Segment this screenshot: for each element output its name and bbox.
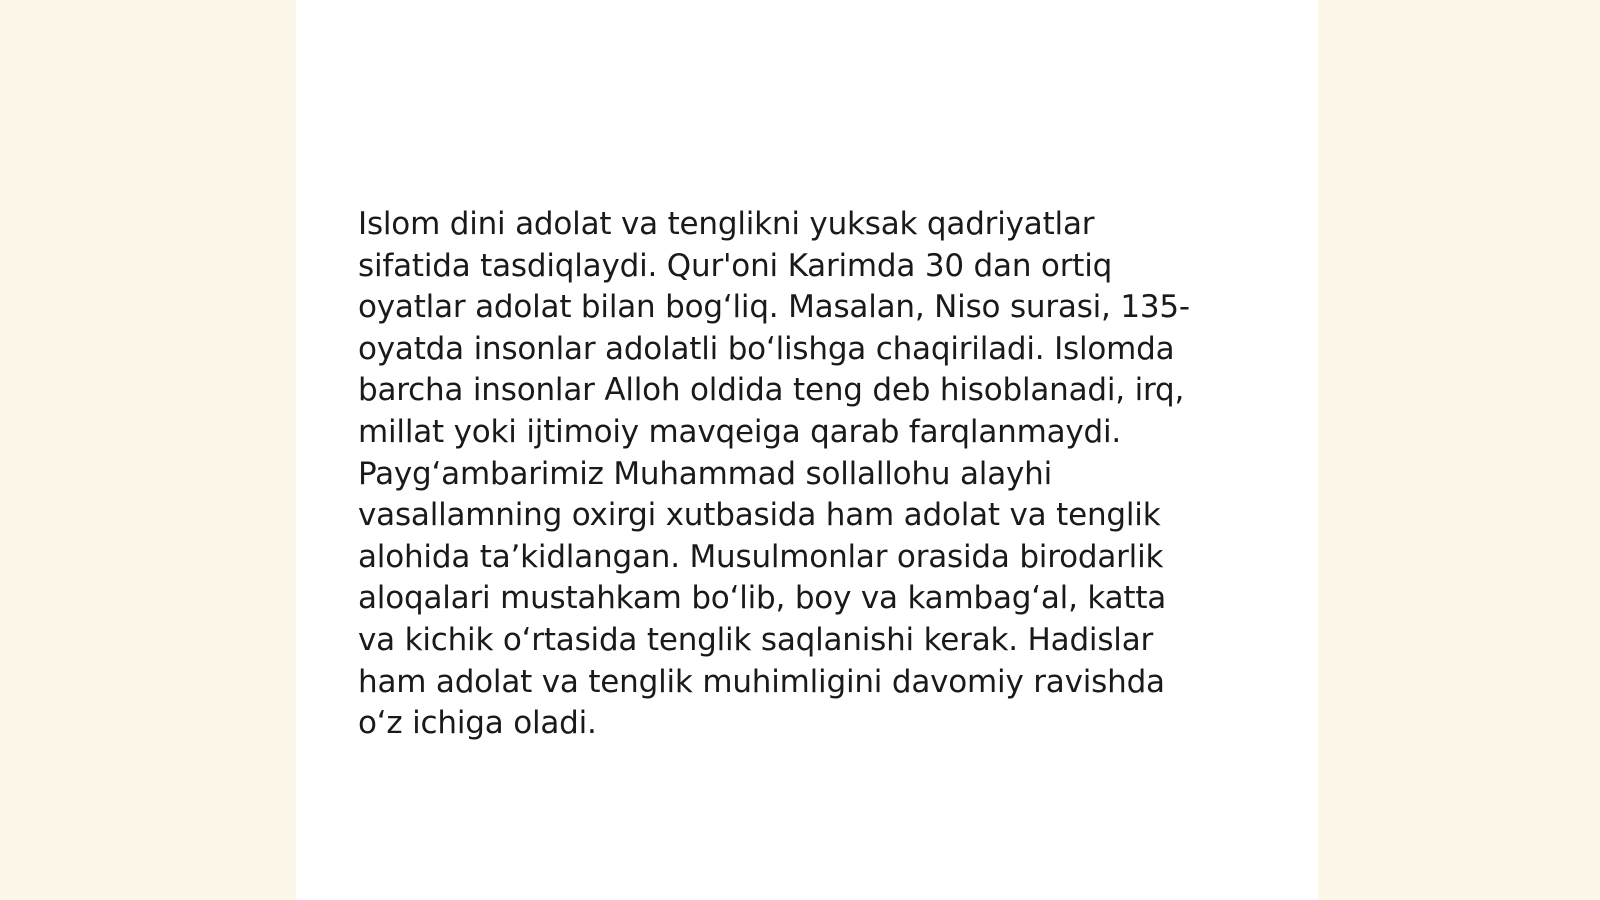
- paragraph-line: va kichik o‘rtasida tenglik saqlanishi kerak. Hadislar: [358, 621, 1154, 658]
- paragraph-line: millat yoki ijtimoiy mavqeiga qarab farqlanmaydi.: [358, 413, 1122, 450]
- paragraph-line: Islom dini adolat va tenglikni yuksak qadriyatlar: [358, 206, 1095, 242]
- document-page: [296, 0, 1318, 900]
- paragraph-line: sifatida tasdiqlaydi. Qur'oni Karimda 30 dan ortiq: [358, 247, 1113, 284]
- paragraph-line: oyatda insonlar adolatli bo‘lishga chaqiriladi. Islomda: [358, 330, 1175, 367]
- body-paragraph: [358, 204, 1258, 745]
- paragraph-line: barcha insonlar Alloh oldida teng deb hisoblanadi, irq,: [358, 372, 1185, 409]
- paragraph-line: oyatlar adolat bilan bog‘liq. Masalan, Niso surasi, 135-: [358, 289, 1190, 326]
- paragraph-line: Payg‘ambarimiz Muhammad sollallohu alayhi: [358, 455, 1052, 492]
- paragraph-line: o‘z ichiga oladi.: [358, 705, 597, 742]
- paragraph-line: aloqalari mustahkam bo‘lib, boy va kambag‘al, katta: [358, 580, 1167, 617]
- paragraph-line: ham adolat va tenglik muhimligini davomiy ravishda: [358, 663, 1165, 700]
- paragraph-line: vasallamning oxirgi xutbasida ham adolat va tenglik: [358, 497, 1161, 534]
- paragraph-line: alohida ta’kidlangan. Musulmonlar orasida birodarlik: [358, 538, 1164, 575]
